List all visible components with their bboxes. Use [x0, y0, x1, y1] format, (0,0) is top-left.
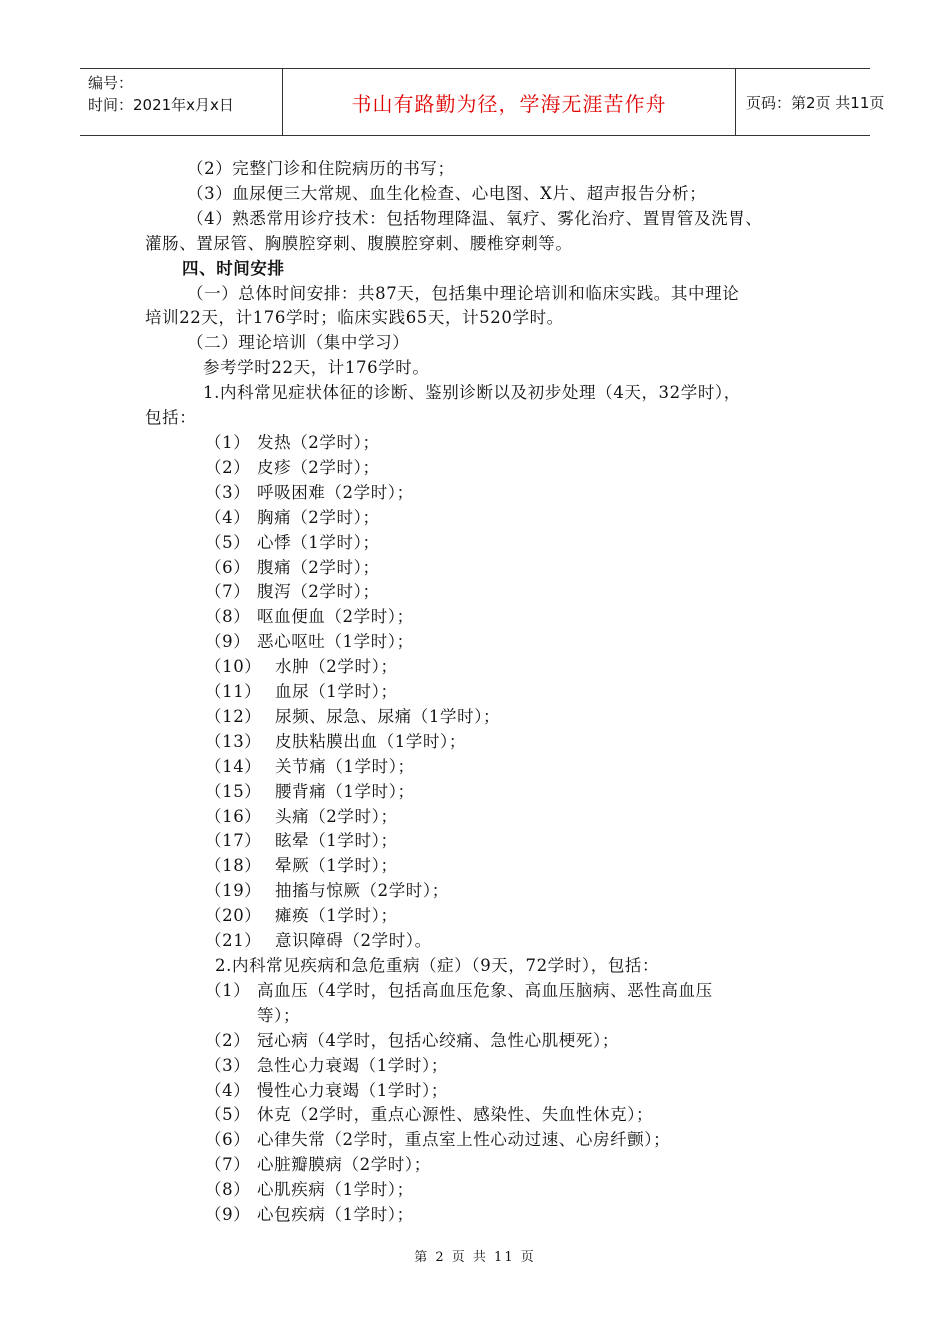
- list-item: [145, 531, 825, 556]
- list-item: [145, 780, 825, 805]
- list-item-text: 心肌疾病（1学时）；: [257, 1180, 414, 1200]
- header-number: 编号：: [88, 74, 134, 92]
- list-item-text: 呼吸困难（2学时）；: [257, 482, 414, 502]
- list-item-text: 晕厥（1学时）；: [275, 856, 398, 876]
- list-item: [145, 506, 825, 531]
- list-item: [145, 481, 825, 506]
- list-item-number: （12）: [205, 706, 262, 726]
- document-body: [145, 157, 825, 1228]
- list-item: [145, 1128, 825, 1153]
- header-motto: 书山有路勤为径，学海无涯苦作舟: [351, 91, 667, 116]
- list-item: [145, 1079, 825, 1104]
- list-item: [145, 829, 825, 854]
- list-item-number: （2）: [205, 457, 251, 477]
- subsection-heading: （二）理论培训（集中学习）: [187, 333, 410, 353]
- list-item-text: 休克（2学时，重点心源性、感染性、失血性休克）；: [257, 1105, 654, 1125]
- list-item: [145, 580, 825, 605]
- list-item-number: （8）: [205, 1180, 251, 1200]
- list-item-text: 尿频、尿急、尿痛（1学时）；: [275, 706, 501, 726]
- list-item-number: （7）: [205, 1155, 251, 1175]
- list-item: [145, 1029, 825, 1054]
- list-item-number: （16）: [205, 806, 262, 826]
- list-item: [145, 1178, 825, 1203]
- list-item-number: （6）: [205, 1130, 251, 1150]
- list-item-text: 意识障碍（2学时）。: [275, 931, 432, 951]
- list-item-text: 胸痛（2学时）；: [257, 507, 380, 527]
- list-item: [145, 979, 825, 1004]
- list-item-number: （3）: [205, 482, 251, 502]
- list-item: [145, 456, 825, 481]
- list-item: [145, 929, 825, 954]
- list-item: [145, 854, 825, 879]
- list-item: [145, 1153, 825, 1178]
- list-item-number: （15）: [205, 781, 262, 801]
- paragraph: 1.内科常见症状体征的诊断、鉴别诊断以及初步处理（4天，32学时），: [203, 383, 741, 403]
- list-item-number: （14）: [205, 756, 262, 776]
- list-item-text: 水肿（2学时）；: [275, 657, 398, 677]
- list-item-text: 心脏瓣膜病（2学时）；: [257, 1155, 431, 1175]
- list-item-number: （5）: [205, 532, 251, 552]
- list-item-number: （21）: [205, 931, 262, 951]
- header-page: 页码：第2页 共11页: [746, 93, 885, 112]
- list-item-text: 腹痛（2学时）；: [257, 557, 380, 577]
- list-item-number: （3）: [205, 1055, 251, 1075]
- list-item-number: （9）: [205, 1205, 251, 1225]
- list-item-number: （13）: [205, 731, 262, 751]
- list-item-number: （20）: [205, 906, 262, 926]
- list-item-number: （19）: [205, 881, 262, 901]
- list-item-number: （10）: [205, 657, 262, 677]
- disease-list: [145, 979, 825, 1228]
- list-item: [145, 431, 825, 456]
- list-item: [145, 879, 825, 904]
- list-item-text: 抽搐与惊厥（2学时）；: [275, 881, 449, 901]
- list-item-text: 慢性心力衰竭（1学时）；: [257, 1080, 448, 1100]
- header-info: [80, 69, 282, 135]
- list-item: [145, 705, 825, 730]
- list-item-text: 瘫痪（1学时）；: [275, 906, 398, 926]
- list-item: [145, 805, 825, 830]
- page-header: [80, 68, 885, 136]
- list-item-text: 心包疾病（1学时）；: [257, 1205, 414, 1225]
- paragraph: 参考学时22天，计176学时。: [203, 358, 430, 378]
- header-time: 时间：2021年x月x日: [88, 96, 234, 114]
- list-item-text: 发热（2学时）；: [257, 432, 380, 452]
- list-item-number: （11）: [205, 682, 262, 702]
- paragraph: 包括：: [145, 408, 197, 428]
- list-item-number: （6）: [205, 557, 251, 577]
- list-item-number: （18）: [205, 856, 262, 876]
- section-heading: 四、时间安排: [182, 258, 285, 278]
- paragraph: 培训22天，计176学时；临床实践65天，计520学时。: [145, 308, 564, 328]
- list-item-text: 心律失常（2学时，重点室上性心动过速、心房纤颤）；: [257, 1130, 671, 1150]
- list-item-number: （1）: [205, 980, 251, 1000]
- list-item-number: （5）: [205, 1105, 251, 1125]
- paragraph: （4）熟悉常用诊疗技术：包括物理降温、氧疗、雾化治疗、置胃管及洗胃、: [187, 208, 763, 228]
- list-item: [145, 1054, 825, 1079]
- list-item: [145, 1103, 825, 1128]
- list-item-text: 腰背痛（1学时）；: [275, 781, 415, 801]
- list-item-number: （4）: [205, 1080, 251, 1100]
- list-item-number: （8）: [205, 607, 251, 627]
- list-item: [145, 755, 825, 780]
- symptom-list: [145, 431, 825, 954]
- paragraph: 灌肠、置尿管、胸膜腔穿刺、腹膜腔穿刺、腰椎穿刺等。: [145, 233, 573, 253]
- list-item-text: 皮肤粘膜出血（1学时）；: [275, 731, 466, 751]
- list-item-text: 腹泻（2学时）；: [257, 582, 380, 602]
- list-item-text: 皮疹（2学时）；: [257, 457, 380, 477]
- list-item-number: （4）: [205, 507, 251, 527]
- list-item-continuation: 等）；: [257, 1005, 301, 1025]
- list-item: [145, 655, 825, 680]
- header-motto-cell: [282, 69, 736, 135]
- list-item-text: 高血压（4学时，包括高血压危象、高血压脑病、恶性高血压: [257, 980, 713, 1000]
- list-item-number: （1）: [205, 432, 251, 452]
- list-item: [145, 1203, 825, 1228]
- list-item: [145, 680, 825, 705]
- list-item-number: （7）: [205, 582, 251, 602]
- list-item-text: 头痛（2学时）；: [275, 806, 398, 826]
- list-item: [145, 605, 825, 630]
- list-item-number: （17）: [205, 831, 262, 851]
- list-item-number: （9）: [205, 632, 251, 652]
- list-item-text: 呕血便血（2学时）；: [257, 607, 414, 627]
- list-item: [145, 904, 825, 929]
- paragraph: （一）总体时间安排：共87天，包括集中理论培训和临床实践。其中理论: [187, 283, 740, 303]
- list-item-text: 血尿（1学时）；: [275, 682, 398, 702]
- page-footer: 第 2 页 共 11 页: [414, 1250, 536, 1265]
- list-item-text: 眩晕（1学时）；: [275, 831, 398, 851]
- paragraph: （2）完整门诊和住院病历的书写；: [187, 159, 455, 178]
- list-item-text: 关节痛（1学时）；: [275, 756, 415, 776]
- list-item: [145, 630, 825, 655]
- list-item: [145, 556, 825, 581]
- list-item-text: 冠心病（4学时，包括心绞痛、急性心肌梗死）；: [257, 1030, 619, 1050]
- list-item-text: 心悸（1学时）；: [257, 532, 380, 552]
- paragraph: （3）血尿便三大常规、血生化检查、心电图、X片、超声报告分析；: [187, 183, 707, 203]
- list-item-text: 恶心呕吐（1学时）；: [257, 632, 414, 652]
- list-item-number: （2）: [205, 1030, 251, 1050]
- paragraph: 2.内科常见疾病和急危重病（症）（9天，72学时），包括：: [215, 956, 660, 975]
- list-item: [145, 730, 825, 755]
- list-item-text: 急性心力衰竭（1学时）；: [257, 1055, 448, 1075]
